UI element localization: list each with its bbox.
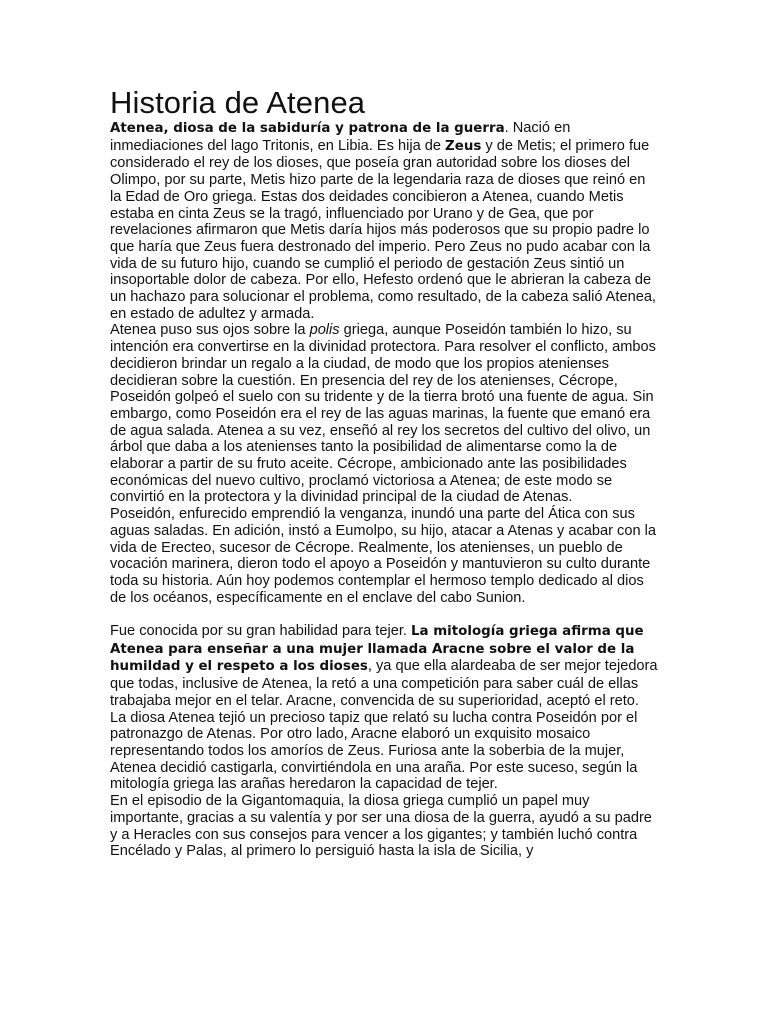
document-title: Historia de Atenea: [110, 85, 366, 120]
paragraph-gigantomaquia: En el episodio de la Gigantomaquia, la diosa griega cumplió un papel muy importante, gracias a su valentía y por ser una diosa de la guerra, ayudó a su padre y a Heracles con sus consejos para vencer a los gigantes; y también luchó contra Encélado y Palas, al primero lo persiguió hasta la isla de Sicilia, y: [110, 793, 652, 860]
paragraph-poseidon: Poseidón, enfurecido emprendió la venganza, inundó una parte del Ática con sus aguas saladas. En adición, instó a Eumolpo, su hijo, atacar a Atenas y acabar con la vida de Erecteo, sucesor de Cécrope. Realmente, los atenienses, un pueblo de vocación marinera, dieron todo el apoyo a Poseidón y mantuvieron su culto durante toda su historia. Aún hoy podemos contemplar el hermoso templo dedicado al dios de los océanos, específicamente en el enclave del cabo Sunion.: [110, 506, 656, 606]
bold-zeus: Zeus: [445, 138, 482, 154]
document-page: [110, 84, 658, 860]
text-run: Fue conocida por su gran habilidad para tejer.: [110, 623, 411, 640]
text-run: , ya que ella alardeaba de ser mejor tejedora que todas, inclusive de Atenea, la retó a una competición para saber cuál de ellas trabajaba mejor en el telar. Aracne, convencida de su superioridad, aceptó el reto. La diosa Atenea tejió un precioso tapiz que relató su lucha contra Poseidón por el patronazgo de Atenas. Por otro lado, Aracne elaboró un exquisito mosaico representando todos los amoríos de Zeus. Furiosa ante la soberbia de la mujer, Atenea decidió castigarla, convirtiéndola en una araña. Por este suceso, según la mitología griega las arañas heredaron la capacidad de tejer.: [110, 658, 658, 793]
text-run: y de Metis; el primero fue considerado el rey de los dioses, que poseía gran autoridad sobre los dioses del Olimpo, por su parte, Metis hizo parte de la legendaria raza de dioses que reinó en la Edad de Oro griega. Estas dos deidades concibieron a Atenea, cuando Metis estaba en cinta Zeus se la tragó, influenciado por Urano y de Gea, que por revelaciones afirmaron que Metis daría hijos más poderosos que su propio padre lo que haría que Zeus fuera destronado del imperio. Pero Zeus no pudo acabar con la vida de su futuro hijo, cuando se cumplió el periodo de gestación Zeus sintió un insoportable dolor de cabeza. Por ello, Hefesto ordenó que le abrieran la cabeza de un hachazo para solucionar el problema, como resultado, de la cabeza salió Atenea, en estado de adultez y armada.: [110, 137, 656, 322]
bold-aracne-phrase: La mitología griega afirma que Atenea para enseñar a una mujer llamada Aracne sobre el valor de la humildad y el respeto a los dioses: [110, 624, 644, 675]
text-run: . Nació en inmediaciones del lago Tritonis, en Libia. Es hija de: [110, 120, 571, 154]
paragraph-aracne: [110, 623, 658, 793]
text-run: Atenea puso sus ojos sobre la: [110, 322, 310, 339]
bold-lead-phrase: Atenea, diosa de la sabiduría y patrona de la guerra: [110, 121, 505, 136]
italic-polis: polis: [309, 322, 340, 339]
paragraph-birth: [110, 120, 658, 322]
paragraph-gap: [110, 606, 658, 623]
text-run: griega, aunque Poseidón también lo hizo, su intención era convertirse en la divinidad protectora. Para resolver el conflicto, ambos decidieron brindar un regalo a la ciudad, de modo que los propios atenienses decidieran sobre la cuestión. En presencia del rey de los atenienses, Cécrope, Poseidón golpeó el suelo con su tridente y de la tierra brotó una fuente de agua. Sin embargo, como Poseidón era el rey de las aguas marinas, la fuente que emanó era de agua salada. Atenea a su vez, enseñó al rey los secretos del cultivo del olivo, un árbol que daba a los atenienses tanto la posibilidad de alimentarse como la de elaborar a partir de su fruto aceite. Cécrope, ambicionado ante las posibilidades económicas del nuevo cultivo, proclamó victoriosa a Atenea; de este modo se convirtió en la protectora y la divinidad principal de la ciudad de Atenas.: [110, 322, 656, 506]
paragraph-polis: [110, 322, 658, 506]
